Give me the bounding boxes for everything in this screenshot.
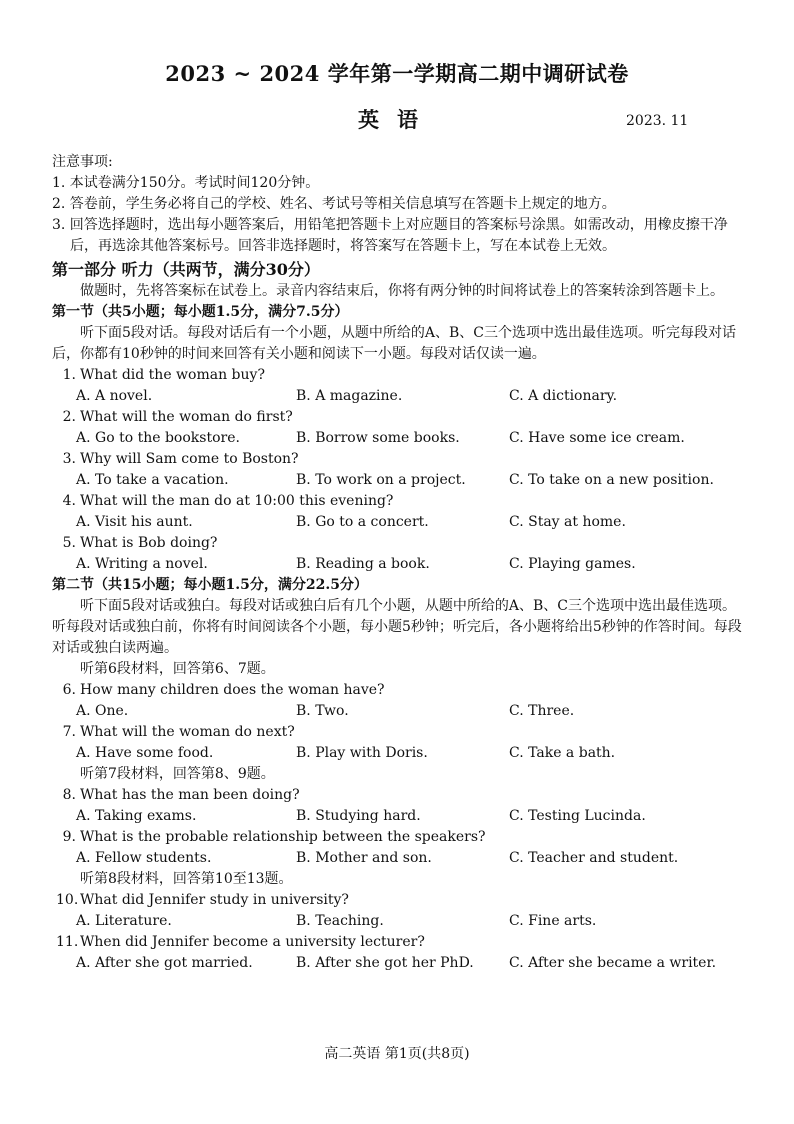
question-6: [52, 680, 742, 722]
question-text: When did Jennifer become a university lecturer?: [80, 934, 425, 950]
exam-date: 2023. 11: [626, 113, 689, 129]
question-text: What has the man been doing?: [80, 787, 300, 803]
question-number: 4.: [62, 493, 76, 509]
notes-heading: 注意事项:: [52, 154, 113, 170]
option-b: B. Play with Doris.: [296, 745, 428, 761]
option-b: B. Two.: [296, 703, 349, 719]
question-text: What will the man do at 10:00 this evening?: [80, 493, 394, 509]
note-item: 3. 回答选择题时，选出每小题答案后，用铅笔把答题卡上对应题目的答案标号涂黑。如需改动，用橡皮擦干净后，再选涂其他答案标号。回答非选择题时，将答案写在答题卡上，写在本试卷上无效。: [52, 217, 728, 254]
option-c: C. Take a bath.: [509, 745, 616, 761]
question-number: 5.: [62, 535, 76, 551]
question-number: 9.: [62, 829, 76, 845]
question-text: What did Jennifer study in university?: [80, 892, 349, 908]
question-7: [52, 722, 742, 764]
section1-heading: 第一节（共5小题；每小题1.5分，满分7.5分）: [52, 304, 349, 320]
question-number: 6.: [62, 682, 76, 698]
question-text: What will the woman do next?: [80, 724, 295, 740]
exam-title: 2023 ~ 2024 学年第一学期高二期中调研试卷: [165, 61, 629, 86]
exam-content: [52, 152, 742, 974]
option-a: A. Fellow students.: [76, 850, 212, 866]
question-1: [52, 365, 742, 407]
question-text: Why will Sam come to Boston?: [80, 451, 299, 467]
question-text: What is Bob doing?: [80, 535, 218, 551]
option-a: A. Writing a novel.: [76, 556, 208, 572]
option-a: A. Have some food.: [76, 745, 214, 761]
option-a: A. Taking exams.: [76, 808, 197, 824]
question-10: [52, 890, 742, 932]
note-item: 2. 答卷前，学生务必将自己的学校、姓名、考试号等相关信息填写在答题卡上规定的地方。: [52, 196, 616, 212]
question-number: 3.: [62, 451, 76, 467]
option-c: C. A dictionary.: [509, 388, 618, 404]
question-number: 10.: [56, 892, 79, 908]
option-b: B. Mother and son.: [296, 850, 432, 866]
question-text: What is the probable relationship between the speakers?: [80, 829, 486, 845]
question-number: 1.: [62, 367, 76, 383]
question-2: [52, 407, 742, 449]
option-a: A. To take a vacation.: [76, 472, 229, 488]
option-c: C. Three.: [509, 703, 575, 719]
material-8-note: 听第8段材料，回答第10至13题。: [80, 871, 293, 887]
question-5: [52, 533, 742, 575]
part1-instructions: 做题时，先将答案标在试卷上。录音内容结束后，你将有两分钟的时间将试卷上的答案转涂到答题卡上。: [80, 283, 724, 299]
option-b: B. Reading a book.: [296, 556, 430, 572]
option-b: B. Borrow some books.: [296, 430, 460, 446]
option-a: A. Go to the bookstore.: [76, 430, 240, 446]
question-4: [52, 491, 742, 533]
subject-title: 英语: [358, 107, 436, 132]
material-7-note: 听第7段材料，回答第8、9题。: [80, 766, 275, 782]
section2-instructions: 听下面5段对话或独白。每段对话或独白后有几个小题，从题中所给的A、B、C三个选项中选出最佳选项。听每段对话或独白前，你将有时间阅读各个小题，每小题5秒钟；听完后，各小题将给出5秒钟的作答时间。每段对话或独白读两遍。: [52, 598, 742, 656]
question-text: How many children does the woman have?: [80, 682, 385, 698]
question-11: [52, 932, 742, 974]
option-b: B. Teaching.: [296, 913, 384, 929]
question-8: [52, 785, 742, 827]
option-a: A. After she got married.: [76, 955, 253, 971]
question-text: What will the woman do first?: [80, 409, 293, 425]
option-c: C. To take on a new position.: [509, 472, 714, 488]
option-a: A. Visit his aunt.: [76, 514, 193, 530]
option-c: C. Have some ice cream.: [509, 430, 685, 446]
question-text: What did the woman buy?: [80, 367, 265, 383]
option-b: B. Studying hard.: [296, 808, 421, 824]
question-number: 7.: [62, 724, 76, 740]
section2-heading: 第二节（共15小题；每小题1.5分，满分22.5分）: [52, 577, 368, 593]
page-footer: 高二英语 第1页(共8页): [324, 1046, 470, 1062]
note-item: 1. 本试卷满分150分。考试时间120分钟。: [52, 175, 320, 191]
option-a: A. A novel.: [76, 388, 153, 404]
part1-heading: 第一部分 听力（共两节，满分30分）: [52, 260, 320, 279]
option-c: C. Teacher and student.: [509, 850, 679, 866]
option-c: C. Fine arts.: [509, 913, 597, 929]
section1-instructions: 听下面5段对话。每段对话后有一个小题，从题中所给的A、B、C三个选项中选出最佳选项。听完每段对话后，你都有10秒钟的时间来回答有关小题和阅读下一小题。每段对话仅读一遍。: [52, 325, 737, 362]
question-number: 8.: [62, 787, 76, 803]
option-c: C. After she became a writer.: [509, 955, 717, 971]
option-a: A. One.: [76, 703, 129, 719]
option-c: C. Stay at home.: [509, 514, 626, 530]
question-number: 2.: [62, 409, 76, 425]
option-b: B. A magazine.: [296, 388, 403, 404]
option-c: C. Testing Lucinda.: [509, 808, 646, 824]
option-b: B. After she got her PhD.: [296, 955, 474, 971]
question-number: 11.: [56, 934, 79, 950]
option-b: B. Go to a concert.: [296, 514, 429, 530]
question-9: [52, 827, 742, 869]
option-c: C. Playing games.: [509, 556, 636, 572]
material-6-note: 听第6段材料，回答第6、7题。: [80, 661, 275, 677]
option-b: B. To work on a project.: [296, 472, 466, 488]
question-3: [52, 449, 742, 491]
option-a: A. Literature.: [76, 913, 172, 929]
